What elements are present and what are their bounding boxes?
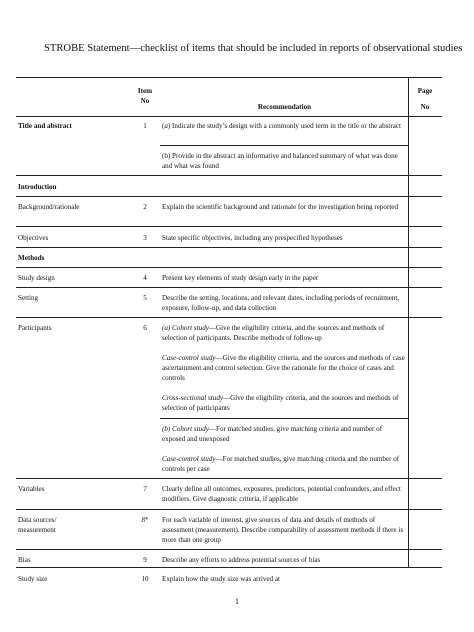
- row-num-7: 7: [143, 485, 147, 493]
- rec-5: Describe the setting, locations, and relevant dates, including periods of recruitment, exposure, follow-up, and data collection: [162, 294, 400, 313]
- row-num-4: 4: [143, 274, 147, 282]
- section-methods: Methods: [18, 254, 45, 262]
- row-label-measurement: measurement: [18, 526, 56, 534]
- rule: [16, 267, 442, 268]
- row-label-study-design: Study design: [18, 274, 55, 282]
- row-label-bias: Bias: [18, 556, 31, 564]
- rule: [16, 247, 442, 248]
- row-label-background: Background/rationale: [18, 203, 80, 211]
- header-recommendation: Recommendation: [257, 103, 312, 111]
- header-page: Page: [417, 87, 433, 95]
- rule: [16, 287, 442, 288]
- rule: [16, 509, 442, 510]
- section-introduction: Introduction: [18, 183, 57, 191]
- row-label-title-abstract: Title and abstract: [18, 122, 72, 130]
- row-num-8: 8*: [141, 516, 149, 524]
- row-label-setting: Setting: [18, 294, 39, 302]
- rec-10: Explain how the study size was arrived at: [162, 575, 280, 583]
- rule: [160, 418, 408, 419]
- header-bottom-rule: [16, 116, 442, 117]
- rec-6a-cohort: (a) Cohort study—Give the eligibility criteria, and the sources and methods of selection of participants. Describe methods of follow-up: [162, 324, 385, 343]
- rule: [160, 145, 408, 146]
- table-top-rule: [16, 77, 442, 78]
- row-num-10: 10: [141, 575, 149, 583]
- rec-7: Clearly define all outcomes, exposures, predictors, potential confounders, and effect modifiers. Give diagnostic criteria, if applicable: [162, 485, 401, 504]
- rule: [16, 175, 442, 176]
- rec-4: Present key elements of study design early in the paper: [162, 274, 319, 282]
- page-number: 1: [235, 597, 239, 606]
- rule: [16, 196, 442, 197]
- rec-3: State specific objectives, including any prespecified hypotheses: [162, 234, 343, 242]
- row-num-6: 6: [143, 324, 147, 332]
- row-num-1: 1: [143, 122, 147, 130]
- row-num-3: 3: [143, 234, 147, 242]
- row-label-participants: Participants: [18, 324, 52, 332]
- rec-6b-cohort: (b) Cohort study—For matched studies, give matching criteria and number of exposed and unexposed: [162, 425, 383, 444]
- rec-6a-cross-sectional: Cross-sectional study—Give the eligibility criteria, and the sources and methods of selection of participants: [162, 394, 399, 413]
- rec-1b: (b) Provide in the abstract an informative and balanced summary of what was done and what was found: [162, 152, 398, 171]
- page-column-rule: [408, 77, 409, 567]
- row-label-objectives: Objectives: [18, 234, 49, 242]
- rec-8: For each variable of interest, give sources of data and details of methods of assessment (measurement). Describe comparability of assessment methods if there is more than one group: [162, 516, 404, 545]
- row-label-variables: Variables: [18, 485, 45, 493]
- rec-6b-case-control: Case-control study—For matched studies, give matching criteria and the number of controls per case: [162, 455, 400, 474]
- row-num-5: 5: [143, 294, 147, 302]
- header-page-no: No: [420, 103, 430, 111]
- row-label-study-size: Study size: [18, 575, 48, 583]
- rule: [16, 478, 442, 479]
- row-num-2: 2: [143, 203, 147, 211]
- rec-1a: (a) Indicate the study’s design with a commonly used term in the title or the abstract: [162, 122, 401, 130]
- rec-2: Explain the scientific background and rationale for the investigation being reported: [162, 203, 398, 211]
- rule: [16, 549, 442, 550]
- rec-6a-case-control: Case-control study—Give the eligibility criteria, and the sources and methods of case ascertainment and control selection. Give the rationale for the choice of cases and controls: [162, 354, 405, 383]
- rule: [16, 317, 442, 318]
- rule: [16, 226, 442, 227]
- header-item: Item: [137, 87, 153, 95]
- header-item-no: No: [140, 97, 150, 105]
- rec-9: Describe any efforts to address potential sources of bias: [162, 556, 321, 564]
- row-num-9: 9: [143, 556, 147, 564]
- rule: [16, 567, 442, 568]
- document-title: STROBE Statement—checklist of items that should be included in reports of observational studies: [44, 43, 463, 54]
- row-label-data-sources: Data sources/: [18, 516, 57, 524]
